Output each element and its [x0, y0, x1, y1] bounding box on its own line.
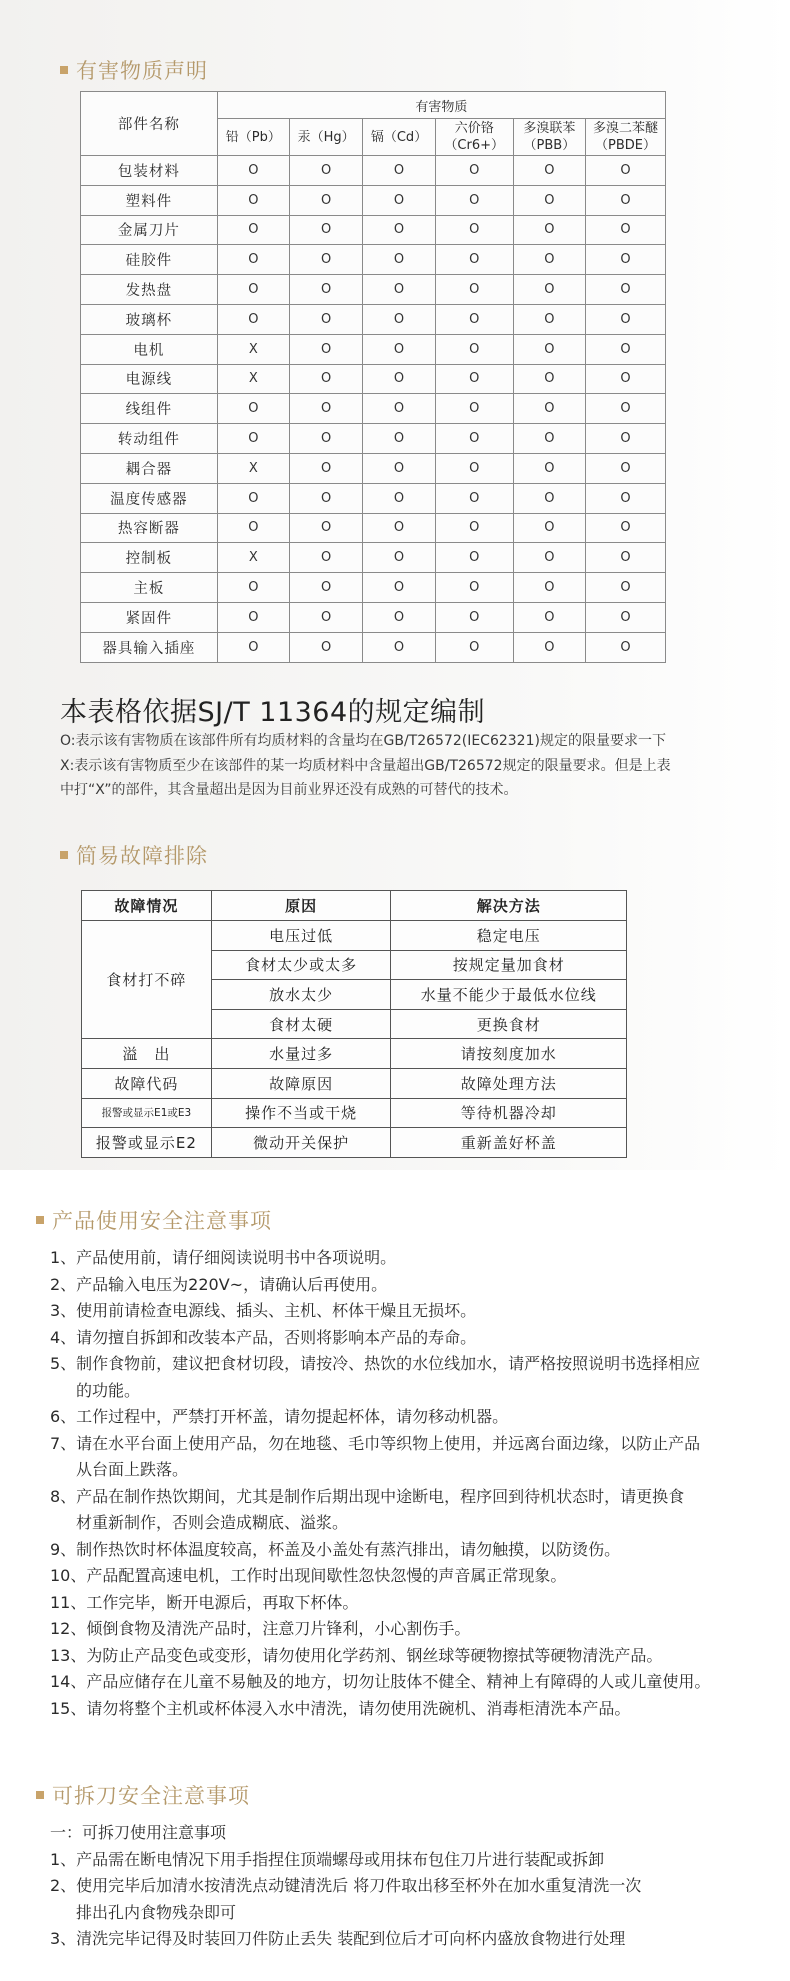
part-name: 玻璃杯 [81, 304, 218, 334]
list-item: 7、请在水平台面上使用产品，勿在地毯、毛巾等织物上使用，并远离台面边缘，以防止产品 [50, 1433, 701, 1453]
substance-header [513, 119, 585, 156]
substance-mark: O [363, 334, 435, 364]
substance-mark: O [513, 453, 585, 483]
substance-mark: O [513, 364, 585, 394]
substance-header [363, 119, 435, 156]
substance-mark: O [289, 215, 363, 245]
substance-mark: O [217, 156, 289, 186]
code-header: 故障代码 [82, 1069, 212, 1099]
substance-mark: O [513, 424, 585, 454]
substance-mark: O [586, 275, 666, 305]
substance-mark: O [289, 513, 363, 543]
substance-mark: O [435, 275, 513, 305]
substance-mark: O [363, 394, 435, 424]
substance-name: 汞（Hg） [297, 129, 355, 145]
part-name: 控制板 [81, 543, 218, 573]
part-name-header: 部件名称 [81, 92, 218, 156]
substance-mark: O [513, 215, 585, 245]
substance-mark: O [435, 573, 513, 603]
substance-name: 铅（Pb） [225, 129, 281, 145]
substance-symbol: （Cr6+） [444, 138, 504, 153]
substance-mark: O [586, 453, 666, 483]
fault-cause: 水量过多 [211, 1039, 391, 1069]
substance-mark: O [513, 185, 585, 215]
table-row [81, 364, 666, 394]
substance-mark: O [435, 334, 513, 364]
fault-code-cause: 操作不当或干烧 [211, 1098, 391, 1128]
substance-mark: O [513, 156, 585, 186]
heading-square-icon [36, 1216, 44, 1224]
substance-mark: O [289, 185, 363, 215]
substance-mark: O [435, 513, 513, 543]
list-item: 5、制作食物前，建议把食材切段，请按冷、热饮的水位线加水，请严格按照说明书选择相应 [50, 1354, 701, 1373]
substance-mark: O [289, 304, 363, 334]
safety-section-heading [36, 1205, 272, 1235]
fault-cause: 放水太少 [211, 980, 391, 1010]
fault-code: 报警或显示E1或E3 [82, 1098, 212, 1128]
list-item: 12、倾倒食物及清洗产品时，注意刀片锋利，小心割伤手。 [50, 1619, 471, 1638]
substance-mark: O [513, 573, 585, 603]
standard-note: 本表格依据SJ/T 11364的规定编制 [60, 697, 486, 728]
part-name: 包装材料 [81, 156, 218, 186]
substance-header [586, 119, 666, 156]
table-row [81, 602, 666, 632]
substance-mark: O [363, 632, 435, 662]
substance-mark: O [513, 275, 585, 305]
troubleshoot-section-heading [60, 840, 208, 870]
list-item: 一：可拆刀使用注意事项 [50, 1823, 227, 1842]
substance-mark: O [363, 215, 435, 245]
substance-mark: O [289, 543, 363, 573]
heading-square-icon [60, 66, 68, 74]
fault-code-cause: 微动开关保护 [211, 1128, 391, 1158]
substance-mark: O [289, 632, 363, 662]
part-name: 转动组件 [81, 424, 218, 454]
table-row [81, 245, 666, 275]
substance-mark: O [586, 334, 666, 364]
substance-mark: O [586, 602, 666, 632]
substance-mark: O [363, 245, 435, 275]
hazard-section-heading [60, 55, 208, 85]
note-o: O:表示该有害物质在该部件所有均质材料的含量均在GB/T26572(IEC62321)规定的限量要求一下 [60, 733, 666, 749]
list-item: 14、产品应储存在儿童不易触及的地方，切勿让肢体不健全、精神上有障碍的人或儿童使用。 [50, 1672, 711, 1691]
substance-mark: O [363, 364, 435, 394]
substance-mark: O [363, 156, 435, 186]
fault-cause: 食材太少或太多 [211, 950, 391, 980]
part-name: 电机 [81, 334, 218, 364]
hazard-table-body [81, 156, 666, 663]
blade-heading-text: 可拆刀安全注意事项 [52, 1784, 250, 1808]
fault-header-cause: 原因 [211, 891, 391, 921]
fault-fix: 水量不能少于最低水位线 [391, 980, 627, 1010]
substance-mark: O [435, 543, 513, 573]
substance-mark: O [435, 156, 513, 186]
part-name: 金属刀片 [81, 215, 218, 245]
list-item: 9、制作热饮时杯体温度较高，杯盖及小盖处有蒸汽排出，请勿触摸，以防烫伤。 [50, 1539, 621, 1559]
fault-code-fix: 等待机器冷却 [391, 1098, 627, 1128]
part-name: 主板 [81, 573, 218, 603]
substance-mark: O [363, 185, 435, 215]
substance-mark: O [289, 483, 363, 513]
substance-mark: O [435, 304, 513, 334]
list-item: 3、使用前请检查电源线、插头、主机、杯体干燥且无损坏。 [50, 1301, 477, 1320]
safety-heading-text: 产品使用安全注意事项 [52, 1209, 272, 1233]
table-row [81, 632, 666, 662]
substance-symbol: （PBB） [523, 138, 576, 153]
table-row [81, 573, 666, 603]
list-item: 3、清洗完毕记得及时装回刀件防止丢失 装配到位后才可向杯内盛放食物进行处理 [50, 1929, 626, 1948]
part-name: 塑料件 [81, 185, 218, 215]
substance-mark: O [435, 245, 513, 275]
table-row [81, 453, 666, 483]
substance-mark: O [586, 543, 666, 573]
list-item: 11、工作完毕，断开电源后，再取下杯体。 [50, 1592, 359, 1612]
substance-mark: X [217, 543, 289, 573]
substance-mark: O [586, 573, 666, 603]
substance-mark: O [289, 602, 363, 632]
substance-mark: O [289, 245, 363, 275]
substance-mark: X [217, 453, 289, 483]
substance-mark: O [363, 543, 435, 573]
substance-mark: O [363, 304, 435, 334]
part-name: 发热盘 [81, 275, 218, 305]
substance-mark: O [289, 394, 363, 424]
part-name: 硅胶件 [81, 245, 218, 275]
substance-mark: O [217, 185, 289, 215]
substance-mark: O [435, 632, 513, 662]
substance-mark: O [435, 185, 513, 215]
substance-name: 镉（Cd） [370, 129, 428, 145]
table-row [81, 543, 666, 573]
fault-cause: 电压过低 [211, 921, 391, 951]
substance-mark: O [363, 453, 435, 483]
substance-mark: O [217, 573, 289, 603]
substance-mark: O [586, 483, 666, 513]
part-name: 电源线 [81, 364, 218, 394]
substance-mark: O [217, 483, 289, 513]
substance-name: 多溴二苯醚 [592, 121, 658, 136]
fault-code-fix: 重新盖好杯盖 [391, 1128, 627, 1158]
substance-mark: O [363, 602, 435, 632]
substance-mark: O [435, 215, 513, 245]
substance-mark: O [586, 185, 666, 215]
table-row [81, 334, 666, 364]
table-row [81, 394, 666, 424]
table-row [81, 304, 666, 334]
heading-square-icon [36, 1791, 44, 1799]
table-row [81, 424, 666, 454]
list-item: 4、请勿擅自拆卸和改装本产品，否则将影响本产品的寿命。 [50, 1327, 477, 1347]
fault-table [81, 890, 627, 1069]
substance-mark: O [586, 424, 666, 454]
hazard-table [80, 91, 666, 663]
substance-mark: O [435, 483, 513, 513]
substance-mark: O [217, 275, 289, 305]
part-name: 耦合器 [81, 453, 218, 483]
list-item: 8、产品在制作热饮期间，尤其是制作后期出现中途断电，程序回到待机状态时，请更换食 [50, 1486, 685, 1506]
substance-mark: O [513, 304, 585, 334]
fault-code: 报警或显示E2 [82, 1128, 212, 1158]
substance-mark: O [289, 275, 363, 305]
list-item: 2、使用完毕后加清水按清洗点动键清洗后 将刀件取出移至杯外在加水重复清洗一次 [50, 1876, 642, 1895]
substance-name: 多溴联苯 [523, 121, 576, 136]
substance-mark: O [217, 245, 289, 275]
substance-mark: O [289, 364, 363, 394]
fault-overflow-label: 溢 出 [82, 1039, 212, 1069]
fault-cause: 食材太硬 [211, 1009, 391, 1039]
blade-list [50, 1820, 780, 1953]
substance-mark: O [513, 632, 585, 662]
fault-fix: 请按刻度加水 [391, 1039, 627, 1069]
troubleshoot-heading-text: 简易故障排除 [76, 844, 208, 868]
fault-fix: 稳定电压 [391, 921, 627, 951]
heading-square-icon [60, 851, 68, 859]
safety-list [50, 1245, 780, 1722]
table-row [81, 275, 666, 305]
substance-mark: O [217, 215, 289, 245]
fault-fix: 更换食材 [391, 1009, 627, 1039]
substance-mark: O [586, 215, 666, 245]
blade-section-heading [36, 1780, 250, 1810]
table-row [81, 483, 666, 513]
substance-mark: O [217, 304, 289, 334]
fault-code-table [81, 1068, 627, 1158]
note-x-line1: X:表示该有害物质至少在该部件的某一均质材料中含量超出GB/T26572规定的限量要求。但是上表 [60, 758, 671, 774]
list-item: 2、产品输入电压为220V~，请确认后再使用。 [50, 1274, 388, 1294]
substance-mark: O [289, 573, 363, 603]
substance-header [217, 119, 289, 156]
list-item-continuation: 材重新制作，否则会造成糊底、溢浆。 [76, 1513, 349, 1532]
code-fix-header: 故障处理方法 [391, 1069, 627, 1099]
list-item: 10、产品配置高速电机，工作时出现间歇性忽快忽慢的声音属正常现象。 [50, 1566, 567, 1585]
substance-mark: O [586, 513, 666, 543]
part-name: 热容断器 [81, 513, 218, 543]
substance-mark: O [586, 394, 666, 424]
table-row [81, 513, 666, 543]
substance-mark: O [586, 632, 666, 662]
hazard-heading-text: 有害物质声明 [76, 59, 208, 83]
substance-mark: O [513, 543, 585, 573]
substance-mark: O [363, 424, 435, 454]
code-cause-header: 故障原因 [211, 1069, 391, 1099]
substance-mark: O [586, 156, 666, 186]
substance-mark: O [435, 602, 513, 632]
substance-symbol: （PBDE） [595, 138, 656, 153]
fault-header-fix: 解决方法 [391, 891, 627, 921]
substance-mark: O [217, 394, 289, 424]
substance-mark: O [513, 483, 585, 513]
substance-mark: O [435, 394, 513, 424]
part-name: 器具输入插座 [81, 632, 218, 662]
fault-header-situation: 故障情况 [82, 891, 212, 921]
part-name: 线组件 [81, 394, 218, 424]
substance-mark: O [435, 424, 513, 454]
substance-mark: O [586, 364, 666, 394]
list-item-continuation: 排出孔内食物残杂即可 [76, 1902, 237, 1922]
substance-mark: O [289, 424, 363, 454]
substance-mark: O [217, 513, 289, 543]
list-item-continuation: 的功能。 [76, 1380, 141, 1400]
substance-mark: O [289, 334, 363, 364]
substance-mark: O [586, 304, 666, 334]
list-item: 6、工作过程中，严禁打开杯盖，请勿提起杯体，请勿移动机器。 [50, 1407, 509, 1426]
substance-mark: O [435, 453, 513, 483]
list-item: 15、请勿将整个主机或杯体浸入水中清洗，请勿使用洗碗机、消毒柜清洗本产品。 [50, 1698, 631, 1718]
substance-mark: O [217, 424, 289, 454]
substance-mark: O [217, 632, 289, 662]
substance-name: 六价铬 [454, 121, 494, 136]
substance-mark: X [217, 334, 289, 364]
hazard-group-header: 有害物质 [217, 92, 665, 119]
substance-mark: O [363, 275, 435, 305]
substance-mark: O [513, 334, 585, 364]
substance-mark: O [513, 394, 585, 424]
part-name: 紧固件 [81, 602, 218, 632]
fault-group-label: 食材打不碎 [82, 921, 212, 1039]
substance-mark: O [586, 245, 666, 275]
list-item: 1、产品需在断电情况下用手指捏住顶端螺母或用抹布包住刀片进行装配或拆卸 [50, 1849, 605, 1869]
table-row [81, 215, 666, 245]
list-item: 13、为防止产品变色或变形，请勿使用化学药剂、钢丝球等硬物擦拭等硬物清洗产品。 [50, 1645, 663, 1665]
substance-mark: O [363, 483, 435, 513]
substance-mark: O [435, 364, 513, 394]
part-name: 温度传感器 [81, 483, 218, 513]
note-x-line2: 中打“X”的部件，其含量超出是因为目前业界还没有成熟的可替代的技术。 [60, 782, 518, 798]
substance-mark: O [289, 156, 363, 186]
fault-fix: 按规定量加食材 [391, 950, 627, 980]
substance-mark: O [363, 573, 435, 603]
substance-mark: O [513, 245, 585, 275]
table-row [81, 185, 666, 215]
substance-mark: X [217, 364, 289, 394]
list-item: 1、产品使用前，请仔细阅读说明书中各项说明。 [50, 1248, 397, 1267]
substance-mark: O [513, 513, 585, 543]
list-item-continuation: 从台面上跌落。 [76, 1460, 189, 1479]
substance-mark: O [217, 602, 289, 632]
substance-mark: O [289, 453, 363, 483]
table-row [81, 156, 666, 186]
substance-mark: O [513, 602, 585, 632]
substance-header [435, 119, 513, 156]
substance-header [289, 119, 363, 156]
substance-mark: O [363, 513, 435, 543]
